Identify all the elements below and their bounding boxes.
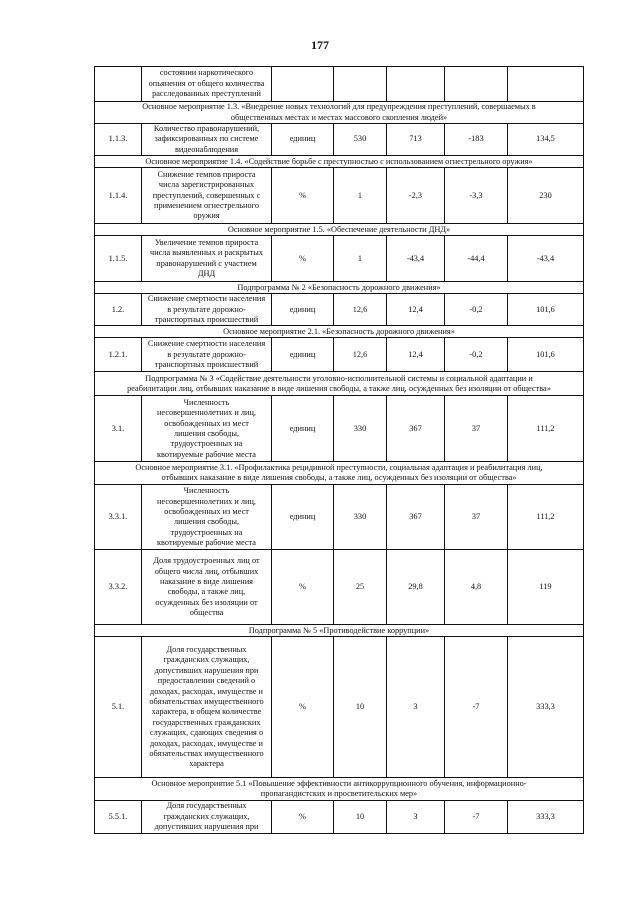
table-row bbox=[95, 485, 584, 550]
percent-cell: 119 bbox=[508, 550, 584, 625]
percent-cell: 333,3 bbox=[508, 801, 584, 833]
table-row bbox=[95, 67, 584, 102]
row-number-cell bbox=[95, 67, 142, 102]
deviation-cell: -3,3 bbox=[445, 168, 508, 224]
table-row bbox=[95, 124, 584, 156]
row-number-cell: 1.1.5. bbox=[95, 236, 142, 282]
deviation-cell: -0,2 bbox=[445, 294, 508, 326]
percent-cell: 111,2 bbox=[508, 396, 584, 462]
section-header-row bbox=[95, 372, 584, 396]
indicator-name-cell: Количество правонарушений, зафиксированных по системе видеонаблюдения bbox=[142, 124, 272, 156]
indicator-name-cell: Снижение смертности населения в результате дорожно- транспортных происшествий bbox=[142, 338, 272, 372]
actual-value-cell: 3 bbox=[387, 637, 445, 778]
row-number-cell: 3.3.2. bbox=[95, 550, 142, 625]
unit-cell: единиц bbox=[272, 124, 334, 156]
actual-value-cell: 367 bbox=[387, 485, 445, 550]
indicator-name-cell: Численность несовершеннолетних и лиц, освобожденных из мест лишения свободы, трудоустроенных на квотируемые рабочие места bbox=[142, 485, 272, 550]
row-number-cell: 1.2. bbox=[95, 294, 142, 326]
section-header-row bbox=[95, 156, 584, 168]
deviation-cell: -0,2 bbox=[445, 338, 508, 372]
section-header-row bbox=[95, 102, 584, 124]
planned-value-cell: 330 bbox=[334, 485, 387, 550]
table-row bbox=[95, 637, 584, 778]
section-title: Основное мероприятие 1.4. «Содействие борьбе с преступностью с использованием огнестрельного оружия» bbox=[95, 156, 584, 168]
indicator-name-cell: Доля трудоустроенных лиц от общего числа лиц, отбывших наказание в виде лишения свободы, а также лиц, осужденных без изоляции от общества bbox=[142, 550, 272, 625]
section-title: Основное мероприятие 5.1 «Повышение эффективности антикоррупционного обучения, информационно- пропагандистских и просветительских мер» bbox=[95, 778, 584, 801]
deviation-cell: -44,4 bbox=[445, 236, 508, 282]
page-number: 177 bbox=[311, 38, 329, 52]
row-number-cell: 1.2.1. bbox=[95, 338, 142, 372]
percent-cell bbox=[508, 67, 584, 102]
indicator-name-cell: Численность несовершеннолетних и лиц, освобожденных из мест лишения свободы, трудоустроенных на квотируемые рабочие места bbox=[142, 396, 272, 462]
table-row bbox=[95, 294, 584, 326]
section-header-row bbox=[95, 625, 584, 637]
indicator-name-cell: состоянии наркотического опьянения от общего количества расследованных преступлений bbox=[142, 67, 272, 102]
table-row bbox=[95, 168, 584, 224]
planned-value-cell: 1 bbox=[334, 168, 387, 224]
section-header-row bbox=[95, 224, 584, 236]
unit-cell: единиц bbox=[272, 485, 334, 550]
actual-value-cell: 367 bbox=[387, 396, 445, 462]
unit-cell bbox=[272, 67, 334, 102]
planned-value-cell: 25 bbox=[334, 550, 387, 625]
table-row bbox=[95, 236, 584, 282]
unit-cell: % bbox=[272, 550, 334, 625]
planned-value-cell: 1 bbox=[334, 236, 387, 282]
planned-value-cell: 10 bbox=[334, 637, 387, 778]
row-number-cell: 5.1. bbox=[95, 637, 142, 778]
row-number-cell: 1.1.3. bbox=[95, 124, 142, 156]
unit-cell: единиц bbox=[272, 294, 334, 326]
unit-cell: % bbox=[272, 236, 334, 282]
deviation-cell: -183 bbox=[445, 124, 508, 156]
deviation-cell: 4,8 bbox=[445, 550, 508, 625]
percent-cell: 101,6 bbox=[508, 338, 584, 372]
unit-cell: % bbox=[272, 801, 334, 833]
section-header-row bbox=[95, 778, 584, 801]
percent-cell: 111,2 bbox=[508, 485, 584, 550]
indicators-table bbox=[94, 66, 584, 834]
percent-cell: 333,3 bbox=[508, 637, 584, 778]
deviation-cell: 37 bbox=[445, 396, 508, 462]
percent-cell: -43,4 bbox=[508, 236, 584, 282]
deviation-cell bbox=[445, 67, 508, 102]
section-title: Подпрограмма № 3 «Содействие деятельности уголовно-исполнительной системы и социальной адаптации и реабилитации лиц, отбывших наказание в виде лишения свободы, а также лиц, осужденных без изоляции от общества» bbox=[95, 372, 584, 396]
row-number-cell: 3.3.1. bbox=[95, 485, 142, 550]
unit-cell: единиц bbox=[272, 396, 334, 462]
actual-value-cell: 3 bbox=[387, 801, 445, 833]
row-number-cell: 5.5.1. bbox=[95, 801, 142, 833]
actual-value-cell: 29,8 bbox=[387, 550, 445, 625]
section-title: Подпрограмма № 2 «Безопасность дорожного движения» bbox=[95, 282, 584, 294]
section-title: Основное мероприятие 3.1. «Профилактика рецидивной преступности, социальная адаптация и реабилитация лиц, отбывших наказание в виде лишения свободы, а также лиц, осужденных без изоляции от общества» bbox=[95, 462, 584, 485]
deviation-cell: 37 bbox=[445, 485, 508, 550]
section-title: Основное мероприятие 1.5. «Обеспечение деятельности ДНД» bbox=[95, 224, 584, 236]
percent-cell: 134,5 bbox=[508, 124, 584, 156]
planned-value-cell: 530 bbox=[334, 124, 387, 156]
actual-value-cell: -2,3 bbox=[387, 168, 445, 224]
section-header-row bbox=[95, 462, 584, 485]
section-title: Подпрограмма № 5 «Противодействие коррупции» bbox=[95, 625, 584, 637]
indicator-name-cell: Снижение смертности населения в результате дорожно- транспортных происшествий bbox=[142, 294, 272, 326]
actual-value-cell: -43,4 bbox=[387, 236, 445, 282]
indicator-name-cell: Доля государственных гражданских служащих, допустивших нарушения при предоставлении сведений о доходах, расходах, имуществе и обязательствах имущественного характера, в общем количестве государственных гражданских служащих, сдающих сведения о доходах, расходах, имуществе и обязательствах имущественного характера bbox=[142, 637, 272, 778]
section-title: Основное мероприятие 2.1. «Безопасность дорожного движения» bbox=[95, 326, 584, 338]
planned-value-cell: 12,6 bbox=[334, 294, 387, 326]
deviation-cell: -7 bbox=[445, 801, 508, 833]
actual-value-cell bbox=[387, 67, 445, 102]
unit-cell: % bbox=[272, 168, 334, 224]
table-row bbox=[95, 338, 584, 372]
deviation-cell: -7 bbox=[445, 637, 508, 778]
section-header-row bbox=[95, 326, 584, 338]
unit-cell: единиц bbox=[272, 338, 334, 372]
actual-value-cell: 713 bbox=[387, 124, 445, 156]
planned-value-cell: 330 bbox=[334, 396, 387, 462]
table-row bbox=[95, 396, 584, 462]
planned-value-cell: 10 bbox=[334, 801, 387, 833]
indicator-name-cell: Доля государственных гражданских служащих, допустивших нарушения при bbox=[142, 801, 272, 833]
unit-cell: % bbox=[272, 637, 334, 778]
planned-value-cell bbox=[334, 67, 387, 102]
row-number-cell: 3.1. bbox=[95, 396, 142, 462]
percent-cell: 101,6 bbox=[508, 294, 584, 326]
planned-value-cell: 12,6 bbox=[334, 338, 387, 372]
percent-cell: 230 bbox=[508, 168, 584, 224]
actual-value-cell: 12,4 bbox=[387, 294, 445, 326]
section-header-row bbox=[95, 282, 584, 294]
table-row bbox=[95, 550, 584, 625]
indicator-name-cell: Увеличение темпов прироста числа выявленных и раскрытых правонарушений с участием ДНД bbox=[142, 236, 272, 282]
actual-value-cell: 12,4 bbox=[387, 338, 445, 372]
row-number-cell: 1.1.4. bbox=[95, 168, 142, 224]
section-title: Основное мероприятие 1.3. «Внедрение новых технологий для предупреждения преступлений, совершаемых в общественных местах и местах массового скопления людей» bbox=[95, 102, 584, 124]
table-row bbox=[95, 801, 584, 833]
indicator-name-cell: Снижение темпов прироста числа зарегистрированных преступлений, совершенных с применением огнестрельного оружия bbox=[142, 168, 272, 224]
